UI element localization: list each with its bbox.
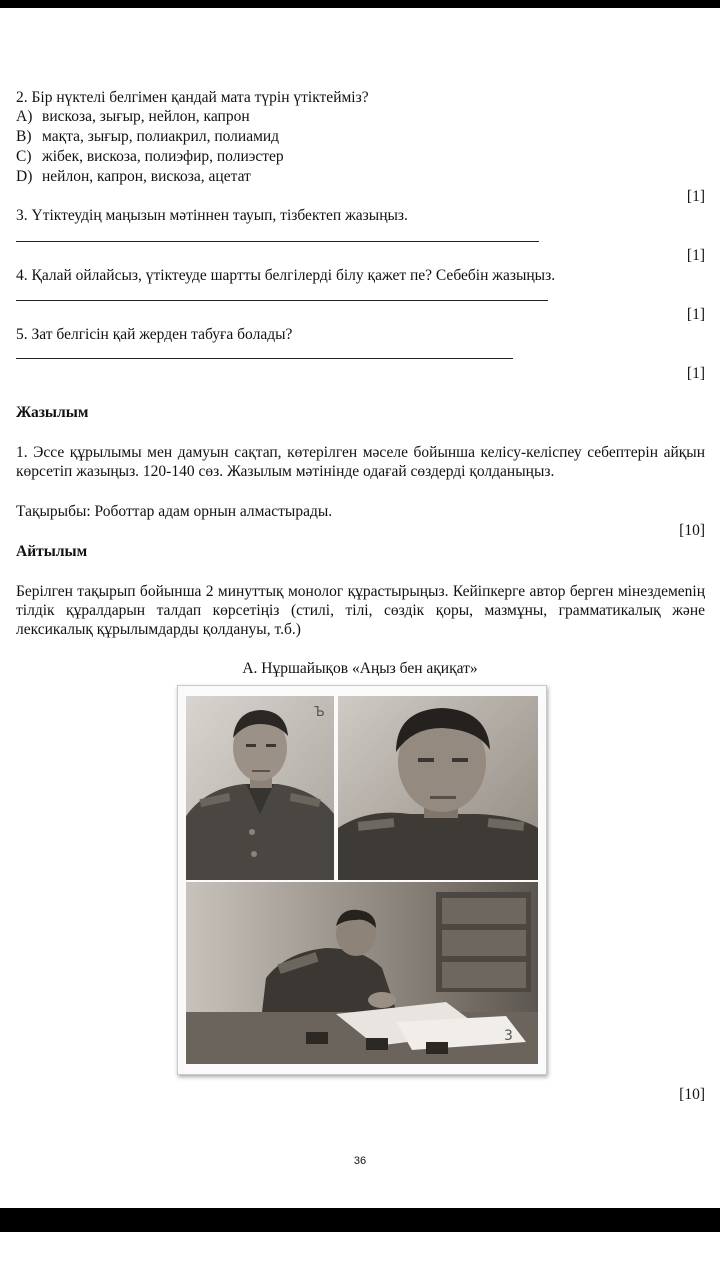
photo-collage <box>177 685 547 1075</box>
option-letter: C) <box>16 148 32 165</box>
option-text: жібек, вискоза, полиэфир, полиэстер <box>42 148 284 165</box>
writing-scene-photo <box>186 882 538 1064</box>
q5-score: [1] <box>686 365 705 382</box>
option-text: нейлон, капрон, вискоза, ацетат <box>42 168 251 185</box>
q2-option-a <box>16 107 250 126</box>
speaking-task: Берілген тақырып бойынша 2 минуттық монолог құрастырыңыз. Кейіпкерге автор берген мінездемenің тілдік құралдарын талдап көрсетіңіз (стилі, тілі, сөздік қоры, мазмұны, грамматикалық және лексикалық құрылымдарды қолдануы, т.б.) <box>16 583 705 638</box>
writing-task: 1. Эссе құрылымы мен дамуын сақтап, көтерілген мәселе бойынша келісу-келіспеу себептерін айқын көрсетіп жазыңыз. 120-140 сөз. Жазылым мәтінінде одағай сөздерді қолданыңыз. <box>16 444 705 480</box>
portrait-photo-left <box>186 696 334 880</box>
q2-score: [1] <box>686 188 705 205</box>
q4-answer-line[interactable] <box>16 300 548 301</box>
q4-score: [1] <box>686 306 705 323</box>
page-number: 36 <box>353 1155 367 1167</box>
q4-question: 4. Қалай ойлайсыз, үтіктеуде шартты белгілерді білу қажет пе? Себебін жазыңыз. <box>16 267 556 284</box>
option-text: вискоза, зығыр, нейлон, капрон <box>42 108 250 125</box>
option-letter: A) <box>16 108 33 125</box>
speaking-heading: Айтылым <box>16 543 88 560</box>
option-letter: B) <box>16 128 32 145</box>
q3-answer-line[interactable] <box>16 241 539 242</box>
svg-text:Ъ: Ъ <box>314 705 325 720</box>
bottom-black-bar <box>0 1208 720 1232</box>
photo-caption: А. Нұршайықов «Аңыз бен ақиқат» <box>242 660 478 677</box>
option-letter: D) <box>16 168 33 185</box>
q2-option-c <box>16 147 284 166</box>
q2-option-b <box>16 127 279 146</box>
q2-question: 2. Бір нүктелі белгімен қандай мата түрін үтіктейміз? <box>16 89 369 106</box>
q2-option-d <box>16 167 251 186</box>
speaking-score: [10] <box>679 1086 705 1103</box>
q5-question: 5. Зат белгісін қай жерден табуға болады? <box>16 326 293 343</box>
portrait-photo-right <box>338 696 538 880</box>
writing-heading: Жазылым <box>16 404 89 421</box>
writing-topic: Тақырыбы: Роботтар адам орнын алмастырады. <box>16 503 333 520</box>
q3-score: [1] <box>686 247 705 264</box>
option-text: мақта, зығыр, полиакрил, полиамид <box>42 128 280 145</box>
top-black-bar <box>0 0 720 8</box>
svg-text:3: 3 <box>504 1028 513 1044</box>
q5-answer-line[interactable] <box>16 358 513 359</box>
writing-score: [10] <box>679 522 705 539</box>
q3-question: 3. Үтіктеудің маңызын мәтіннен тауып, тізбектеп жазыңыз. <box>16 207 408 224</box>
